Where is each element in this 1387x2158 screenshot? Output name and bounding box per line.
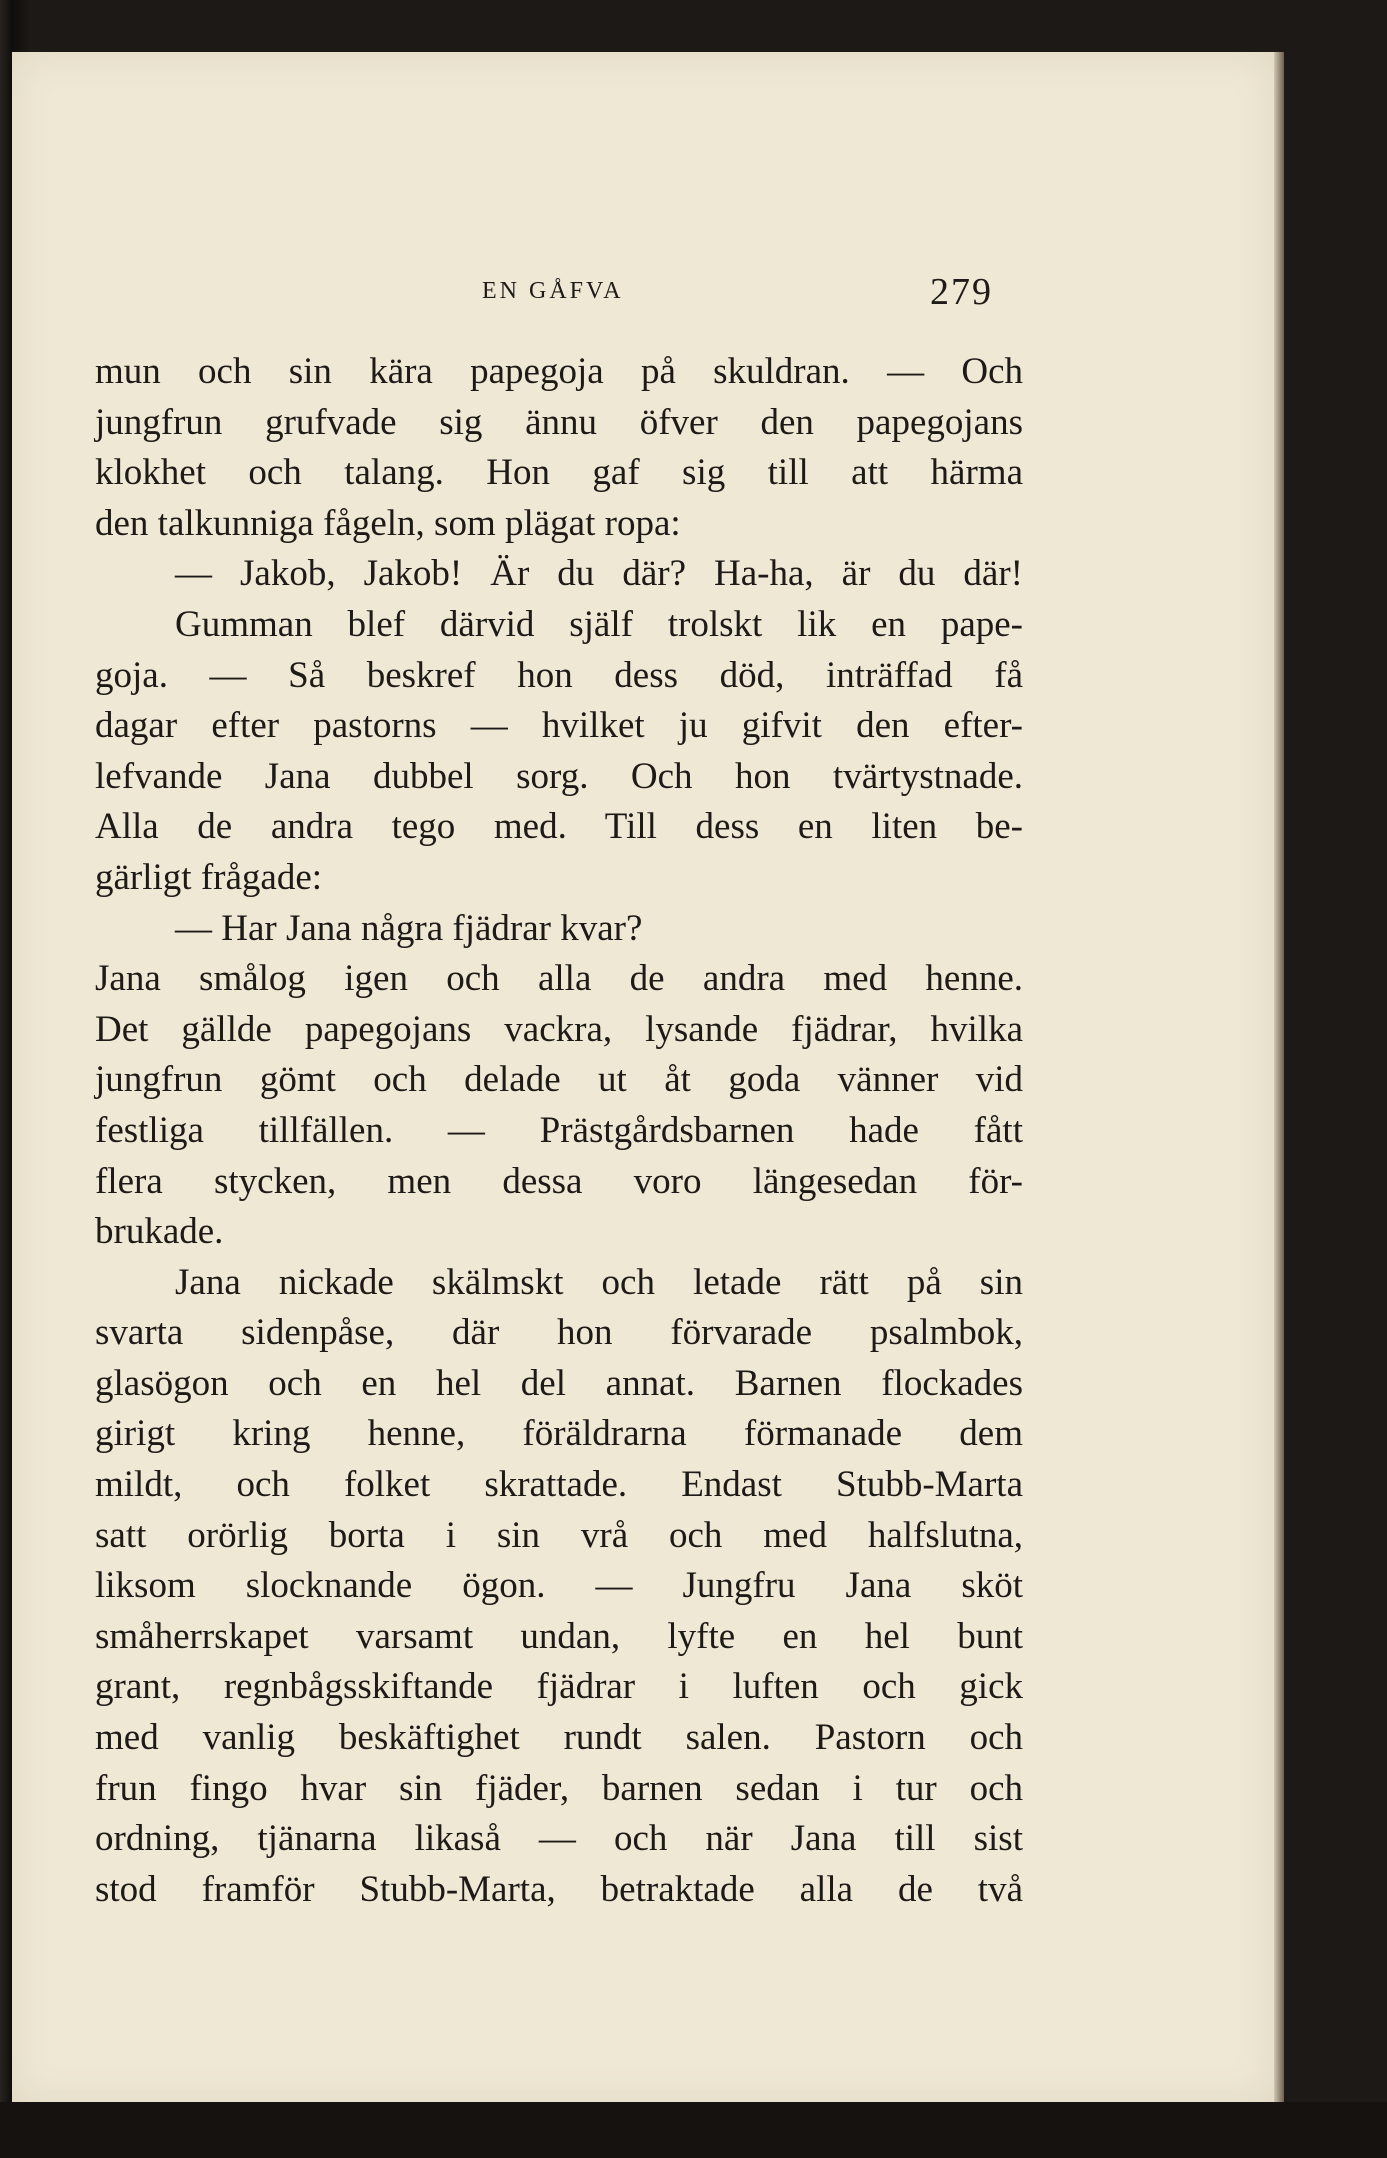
text-line: mildt, och folket skrattade. Endast Stubb-Marta <box>95 1464 1023 1506</box>
text-line: brukade. <box>95 1211 224 1253</box>
text-line: klokhet och talang. Hon gaf sig till att härma <box>95 452 1023 494</box>
book-page <box>12 52 1274 2102</box>
page-edge <box>1274 52 1284 2112</box>
text-line: svarta sidenpåse, där hon förvarade psalmbok, <box>95 1312 1023 1354</box>
text-line: flera stycken, men dessa voro längesedan för- <box>95 1160 1023 1202</box>
text-line: liksom slocknande ögon. — Jungfru Jana sköt <box>95 1565 1023 1607</box>
text-line: glasögon och en hel del annat. Barnen flockades <box>95 1362 1023 1404</box>
text-line: Det gällde papegojans vackra, lysande fjädrar, hvilka <box>95 1008 1023 1050</box>
text-line: — Jakob, Jakob! Är du där? Ha-ha, är du där! <box>175 553 1023 595</box>
text-line: grant, regnbågsskiftande fjädrar i luften och gick <box>95 1666 1023 1708</box>
running-head <box>12 210 1274 313</box>
text-line: med vanlig beskäftighet rundt salen. Pastorn och <box>95 1717 1023 1759</box>
text-line: ordning, tjänarna likaså — och när Jana till sist <box>95 1818 1023 1860</box>
text-line: gärligt frågade: <box>95 856 323 898</box>
text-line: dagar efter pastorns — hvilket ju gifvit den efter- <box>95 705 1023 747</box>
running-title: EN GÅFVA <box>482 278 624 304</box>
text-line: Jana smålog igen och alla de andra med henne. <box>95 958 1023 1000</box>
text-line: lefvande Jana dubbel sorg. Och hon tvärtystnade. <box>95 755 1023 797</box>
text-line: mun och sin kära papegoja på skuldran. — Och <box>95 351 1023 392</box>
text-line: Alla de andra tego med. Till dess en liten be- <box>95 806 1023 848</box>
text-line: den talkunniga fågeln, som plägat ropa: <box>95 502 681 544</box>
body-text <box>95 347 1023 1915</box>
text-line: jungfrun grufvade sig ännu öfver den papegojans <box>95 401 1023 443</box>
text-line: stod framför Stubb-Marta, betraktade alla de två <box>95 1868 1023 1910</box>
scan-bottom-edge <box>0 2102 1387 2158</box>
text-line: girigt kring henne, föräldrarna förmanade dem <box>95 1413 1023 1455</box>
text-line: festliga tillfällen. — Prästgårdsbarnen hade fått <box>95 1109 1023 1151</box>
text-line: Jana nickade skälmskt och letade rätt på sin <box>175 1261 1023 1303</box>
text-line: småherrskapet varsamt undan, lyfte en hel bunt <box>95 1615 1023 1657</box>
text-line: — Har Jana några fjädrar kvar? <box>175 907 643 949</box>
text-line: frun fingo hvar sin fjäder, barnen sedan i tur och <box>95 1767 1023 1809</box>
page-number: 279 <box>930 271 993 313</box>
text-line: Gumman blef därvid själf trolskt lik en pape- <box>175 603 1023 645</box>
text-line: satt orörlig borta i sin vrå och med halfslutna, <box>95 1514 1023 1556</box>
text-line: jungfrun gömt och delade ut åt goda vänner vid <box>95 1059 1023 1101</box>
text-line: goja. — Så beskref hon dess död, inträffad få <box>95 654 1023 696</box>
